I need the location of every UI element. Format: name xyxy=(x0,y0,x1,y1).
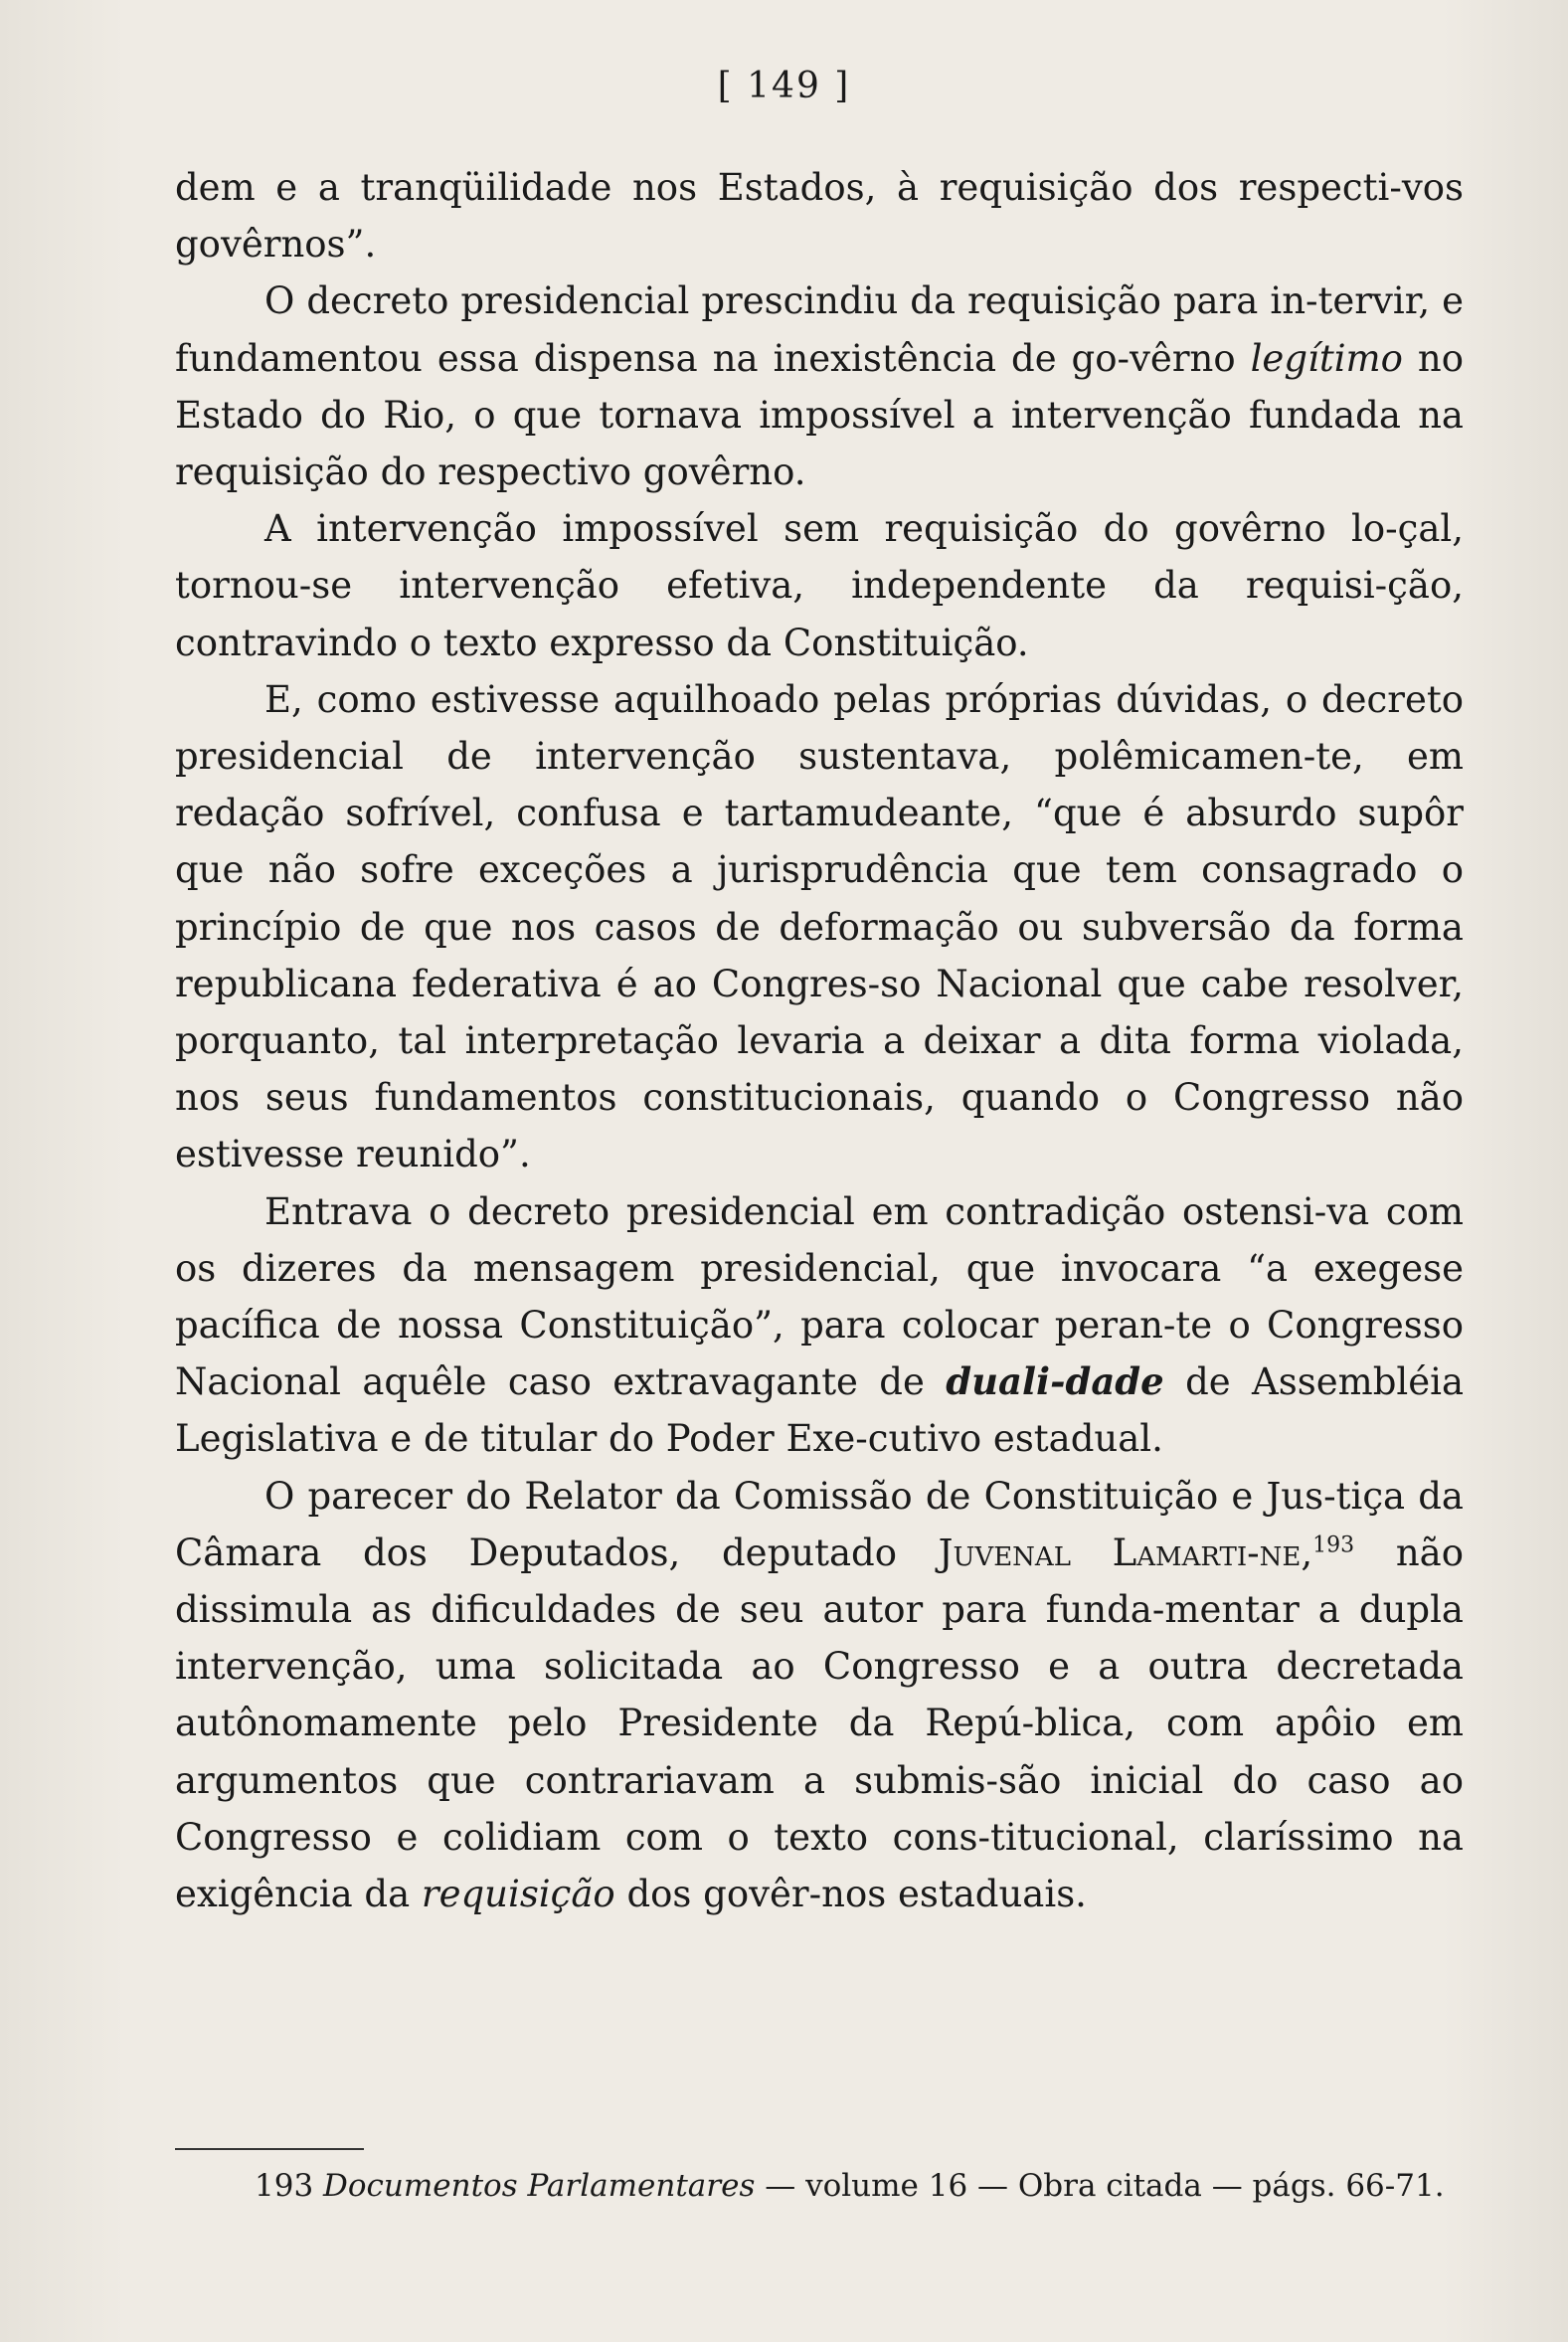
text-run: Entrava o decreto presidencial em contradição ostensi-va com os dizeres da mensagem presidencial, que invocara “a exegese pacífica de nossa Constituição”, para colocar peran-te o Congresso Nacional aquêle caso extravagante de xyxy=(175,1189,1464,1404)
paragraph xyxy=(175,159,1464,272)
italic-text: legítimo xyxy=(1250,336,1403,380)
paragraph xyxy=(175,272,1464,500)
paragraph xyxy=(175,500,1464,671)
footnote-reference: 193 xyxy=(1312,1532,1355,1558)
paragraph xyxy=(175,671,1464,1183)
italic-text: requisição xyxy=(421,1873,615,1916)
text-run: O parecer do Relator da Comissão de Constituição e Jus-tiça da Câmara dos Deputados, deputado xyxy=(175,1474,1464,1574)
footnote-divider xyxy=(175,2148,364,2150)
page-number: [ 149 ] xyxy=(717,66,851,106)
text-run: não dissimula as dificuldades de seu autor para funda-mentar a dupla intervenção, uma solicitada ao Congresso e a outra decretada autônomamente pelo Presidente da Repú-blica, com apôio em argumentos que contrariavam a submis-são inicial do caso ao Congresso e colidiam com o texto cons-titucional, claríssimo na exigência da xyxy=(175,1531,1464,1916)
footnote-details: — volume 16 — Obra citada — págs. 66-71. xyxy=(765,2168,1445,2204)
body-text xyxy=(175,159,1464,1922)
emphasized-text: duali-dade xyxy=(946,1359,1164,1404)
footnote xyxy=(175,2162,1464,2210)
text-run: no Estado do Rio, o que tornava impossível a intervenção fundada na requisição do respectivo govêrno. xyxy=(175,336,1464,494)
text-run: dos govêr-nos estaduais. xyxy=(614,1873,1087,1916)
text-run: de Assembléia Legislativa e de titular do Poder Exe-cutivo estadual. xyxy=(175,1360,1464,1461)
text-run: E, como estivesse aquilhoado pelas próprias dúvidas, o decreto presidencial de intervenção sustentava, polêmicamen-te, em redação sofrível, confusa e tartamudeante, “que é absurdo supôr que não sofre exceções a jurisprudência que tem consagrado o princípio de que nos casos de deformação ou subversão da forma republicana federativa é ao Congres-so Nacional que cabe resolver, porquanto, tal interpretação levaria a deixar a dita forma violada, nos seus fundamentos constitucionais, quando o Congresso não estivesse reunido”. xyxy=(175,677,1464,1176)
text-run: A intervenção impossível sem requisição do govêrno lo-çal, tornou-se intervenção efetiva, independente da requisi-ção, contravindo o texto expresso da Constituição. xyxy=(175,507,1464,664)
text-run: dem e a tranqüilidade nos Estados, à requisição dos respecti-vos govêrnos”. xyxy=(175,166,1464,267)
footnote-number: 193 xyxy=(255,2168,314,2204)
footnote-source: Documentos Parlamentares xyxy=(323,2168,756,2204)
paragraph xyxy=(175,1468,1464,1923)
author-name: Juvenal Lamarti-ne, xyxy=(938,1531,1313,1574)
paragraph xyxy=(175,1183,1464,1468)
text-run: O decreto presidencial prescindiu da requisição para in-tervir, e fundamentou essa dispensa na inexistência de go-vêrno xyxy=(175,279,1464,380)
